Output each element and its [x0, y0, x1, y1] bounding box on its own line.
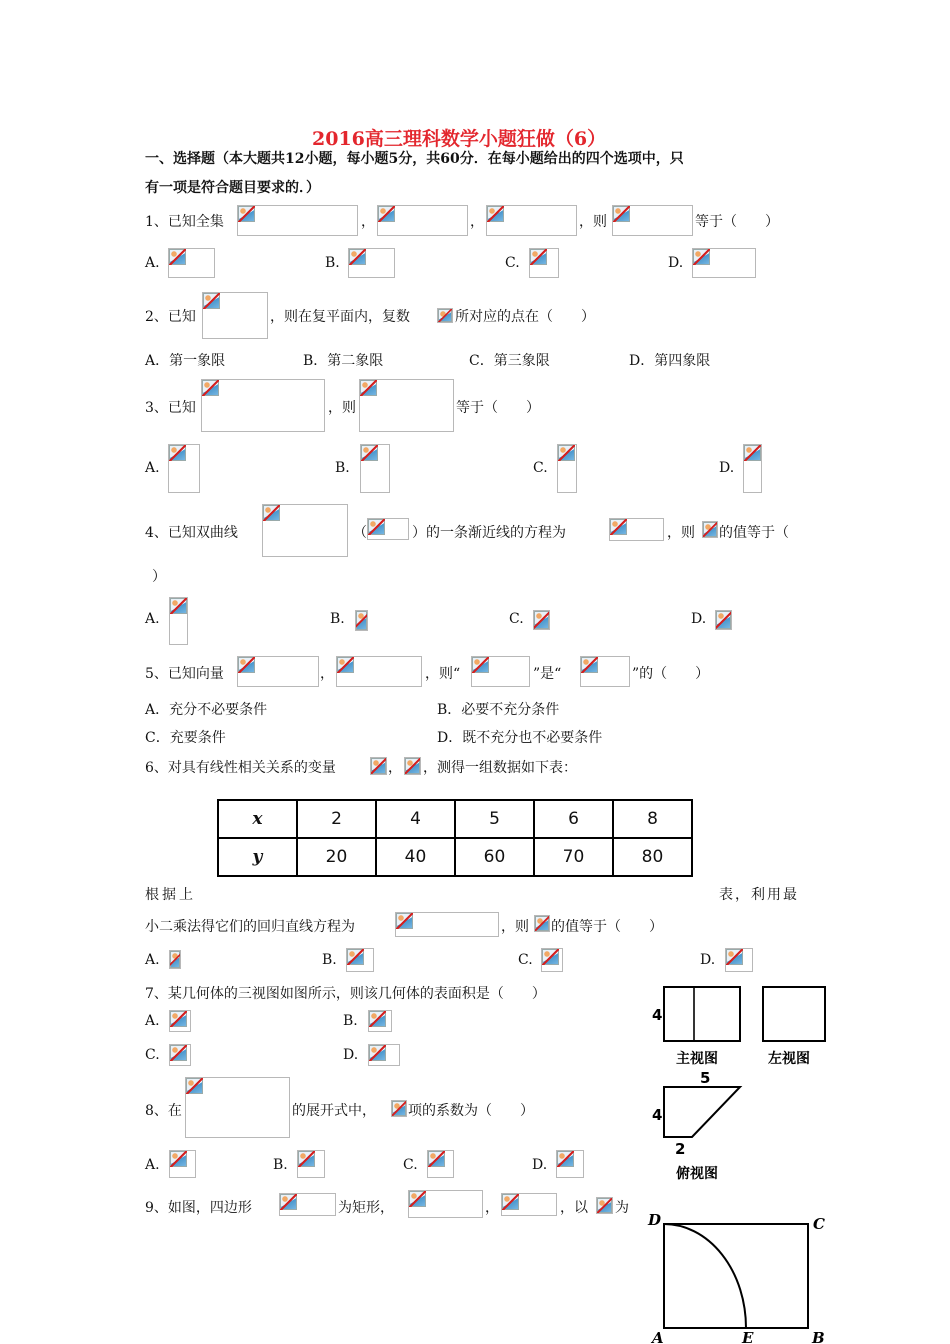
formula-image	[367, 518, 409, 540]
q4-stem: 4、已知双曲线	[145, 525, 238, 541]
formula-image	[534, 915, 550, 932]
q6-option-a: A.	[145, 952, 160, 968]
table-row	[218, 838, 692, 876]
q3-option-c: C.	[533, 460, 548, 476]
formula-image	[533, 610, 550, 630]
q9-p1: 为矩形，	[338, 1200, 394, 1216]
section-header-line2: 有一项是符合题目要求的．）	[145, 180, 320, 196]
q8-option-b: B.	[273, 1157, 288, 1173]
q6-line2: 小二乘法得它们的回归直线方程为	[145, 919, 355, 935]
q1-stem: 1、已知全集	[145, 214, 224, 230]
table-header-cell: x	[218, 800, 297, 838]
table-cell: 60	[455, 838, 534, 876]
formula-image	[391, 1100, 407, 1117]
formula-image	[486, 205, 577, 236]
q5-p1: ，则“	[425, 666, 461, 682]
q5-option-b: B．必要不充分条件	[437, 702, 560, 718]
formula-image	[557, 444, 577, 493]
formula-image	[408, 1190, 483, 1218]
q2-option-c: C．第三象限	[469, 353, 550, 369]
q6-end: ，测得一组数据如下表：	[423, 760, 577, 776]
q3-option-d: D.	[719, 460, 735, 476]
label-d: D	[648, 1211, 662, 1229]
formula-image	[541, 948, 563, 972]
formula-image	[202, 292, 268, 339]
q1-comma1: ，	[361, 214, 375, 230]
q5-p3: ”的（ ）	[632, 666, 710, 682]
formula-image	[368, 1044, 400, 1066]
formula-image	[297, 1150, 325, 1178]
q7-option-c: C.	[145, 1047, 160, 1063]
label-e: E	[742, 1329, 754, 1344]
table-cell: 80	[613, 838, 692, 876]
q8-option-a: A.	[145, 1157, 160, 1173]
formula-image	[169, 1010, 191, 1032]
q6-stem: 6、对具有线性相关关系的变量	[145, 760, 336, 776]
formula-image	[262, 504, 348, 557]
top-view-label: 俯视图	[676, 1166, 718, 1182]
q6-after-left: 根据上	[145, 887, 196, 903]
q7-stem: 7、某几何体的三视图如图所示，则该几何体的表面积是（ ）	[145, 986, 546, 1002]
table-cell: 70	[534, 838, 613, 876]
formula-image	[169, 597, 188, 645]
q2-mid: ，则在复平面内，复数	[270, 309, 410, 325]
formula-image	[201, 379, 325, 432]
data-table	[217, 799, 693, 877]
rectangle-figure	[640, 1205, 840, 1344]
q8-option-d: D.	[532, 1157, 548, 1173]
q5-stem: 5、已知向量	[145, 666, 224, 682]
q9-comma: ，	[485, 1200, 499, 1216]
front-view-label: 主视图	[676, 1051, 718, 1067]
q9-p2: ，以	[560, 1200, 588, 1216]
top-view-base-label: 2	[675, 1140, 686, 1158]
q2-option-d: D．第四象限	[629, 353, 711, 369]
formula-image	[168, 248, 215, 278]
q1-option-d: D.	[668, 255, 684, 271]
q2-stem: 2、已知	[145, 309, 196, 325]
formula-image	[702, 521, 718, 538]
formula-image	[395, 912, 499, 937]
q8-mid: 的展开式中，	[292, 1103, 376, 1119]
q5-option-a: A．充分不必要条件	[145, 702, 268, 718]
formula-image	[501, 1193, 557, 1216]
formula-image	[715, 610, 732, 630]
q4-paren-close: ）	[152, 569, 166, 585]
formula-image	[360, 444, 390, 493]
q1-end: 等于（ ）	[695, 214, 779, 230]
q4-option-a: A.	[145, 611, 160, 627]
label-a: A	[652, 1329, 664, 1344]
q2-option-b: B．第二象限	[303, 353, 384, 369]
q4-then: ，则	[667, 525, 695, 541]
q1-option-a: A.	[145, 255, 160, 271]
formula-image	[743, 444, 762, 493]
q2-end: 所对应的点在（ ）	[455, 309, 595, 325]
q6-comma: ，	[388, 760, 402, 776]
table-cell: 8	[613, 800, 692, 838]
formula-image	[556, 1150, 584, 1178]
q3-mid: ，则	[328, 400, 356, 416]
front-view-height-label: 4	[652, 1006, 663, 1024]
formula-image	[427, 1150, 454, 1178]
formula-image	[609, 518, 664, 541]
formula-image	[377, 205, 468, 236]
q8-option-c: C.	[403, 1157, 418, 1173]
formula-image	[168, 444, 200, 493]
top-view-height-label: 4	[652, 1106, 663, 1124]
formula-image	[237, 656, 319, 687]
table-row	[218, 800, 692, 838]
formula-image	[471, 656, 530, 687]
formula-image	[355, 610, 368, 631]
q4-end: 的值等于（	[719, 525, 789, 541]
front-view-outline	[664, 987, 740, 1041]
q6-option-d: D.	[700, 952, 716, 968]
q5-option-d: D．既不充分也不必要条件	[437, 730, 603, 746]
formula-image	[404, 757, 421, 775]
q6-after-right: 表，利用最	[719, 887, 799, 903]
formula-image	[169, 1044, 191, 1066]
q6-line2-end: 的值等于（ ）	[551, 919, 663, 935]
q4-option-d: D.	[691, 611, 707, 627]
formula-image	[336, 656, 422, 687]
q3-end: 等于（ ）	[456, 400, 540, 416]
label-c: C	[813, 1215, 825, 1233]
q6-option-b: B.	[322, 952, 337, 968]
formula-image	[185, 1077, 290, 1138]
table-cell: 2	[297, 800, 376, 838]
table-header-cell: y	[218, 838, 297, 876]
quarter-arc	[664, 1224, 746, 1328]
q1-then: ，则	[579, 214, 607, 230]
q4-paren-open: （	[353, 525, 367, 541]
formula-image	[346, 948, 374, 972]
formula-image	[529, 248, 559, 278]
q7-option-d: D.	[343, 1047, 359, 1063]
formula-image	[359, 379, 454, 432]
q8-stem: 8、在	[145, 1103, 182, 1119]
q1-option-c: C.	[505, 255, 520, 271]
q6-line2-then: ，则	[501, 919, 529, 935]
formula-image	[279, 1193, 336, 1216]
formula-image	[612, 205, 693, 236]
q2-option-a: A．第一象限	[145, 353, 226, 369]
q5-comma: ，	[320, 666, 334, 682]
page-title: 2016高三理科数学小题狂做（6）	[312, 128, 607, 150]
q3-option-b: B.	[335, 460, 350, 476]
side-view-label: 左视图	[768, 1051, 810, 1067]
table-cell: 4	[376, 800, 455, 838]
q5-option-c: C．充要条件	[145, 730, 226, 746]
side-view-outline	[763, 987, 825, 1041]
q4-option-b: B.	[330, 611, 345, 627]
q4-mid: ）的一条渐近线的方程为	[412, 525, 566, 541]
table-cell: 5	[455, 800, 534, 838]
q7-option-a: A.	[145, 1013, 160, 1029]
table-cell: 6	[534, 800, 613, 838]
formula-image	[580, 656, 630, 687]
q3-option-a: A.	[145, 460, 160, 476]
formula-image	[348, 248, 395, 278]
top-view-outline	[664, 1087, 740, 1137]
top-view-width-label: 5	[700, 1069, 711, 1087]
q6-option-c: C.	[518, 952, 533, 968]
q4-option-c: C.	[509, 611, 524, 627]
table-cell: 20	[297, 838, 376, 876]
q1-comma2: ，	[470, 214, 484, 230]
q3-stem: 3、已知	[145, 400, 196, 416]
q9-stem: 9、如图，四边形	[145, 1200, 252, 1216]
formula-image	[725, 948, 753, 972]
formula-image	[169, 950, 181, 969]
formula-image	[368, 1010, 392, 1032]
formula-image	[370, 757, 387, 775]
formula-image	[437, 308, 453, 323]
label-b: B	[812, 1329, 825, 1344]
three-view-figure	[640, 975, 840, 1190]
table-cell: 40	[376, 838, 455, 876]
q7-option-b: B.	[343, 1013, 358, 1029]
q5-p2: ”是“	[533, 666, 562, 682]
q1-option-b: B.	[325, 255, 340, 271]
q8-end: 项的系数为（ ）	[408, 1103, 534, 1119]
formula-image	[237, 205, 358, 236]
formula-image	[596, 1197, 613, 1214]
q9-p3: 为	[615, 1200, 629, 1216]
formula-image	[692, 248, 756, 278]
section-header-line1: 一、选择题（本大题共12小题，每小题5分，共60分．在每小题给出的四个选项中，只	[145, 151, 684, 167]
formula-image	[169, 1150, 196, 1178]
